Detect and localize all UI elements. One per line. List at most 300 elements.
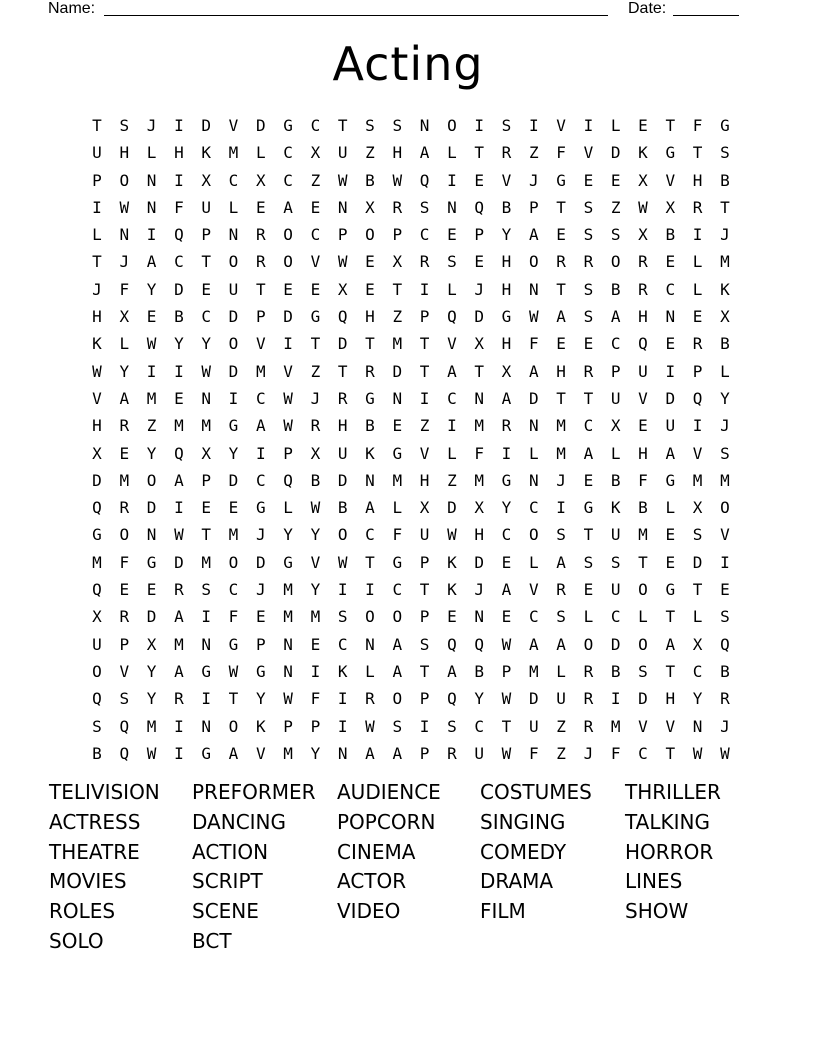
grid-letter[interactable]: O (528, 252, 539, 272)
grid-letter[interactable]: Y (310, 525, 321, 545)
grid-letter[interactable]: E (283, 279, 293, 299)
grid-letter[interactable]: A (365, 498, 375, 518)
grid-letter[interactable]: J (255, 580, 266, 600)
grid-letter[interactable]: D (201, 116, 211, 135)
grid-letter[interactable]: P (255, 307, 266, 327)
grid-letter[interactable]: I (337, 716, 348, 736)
grid-letter[interactable]: A (283, 197, 293, 217)
grid-letter[interactable]: I (610, 689, 621, 709)
grid-letter[interactable]: S (610, 225, 621, 245)
grid-letter[interactable]: Q (638, 334, 648, 354)
grid-letter[interactable]: E (201, 498, 211, 518)
grid-letter[interactable]: T (474, 361, 484, 381)
grid-letter[interactable]: H (392, 143, 403, 163)
grid-letter[interactable]: I (92, 197, 102, 217)
grid-letter[interactable]: T (665, 607, 676, 627)
grid-letter[interactable]: M (146, 716, 157, 736)
grid-letter[interactable]: L (447, 143, 457, 163)
grid-letter[interactable]: Q (447, 307, 457, 327)
grid-letter[interactable]: C (283, 170, 293, 190)
grid-letter[interactable]: T (419, 334, 430, 354)
grid-letter[interactable]: J (720, 716, 730, 736)
grid-letter[interactable]: M (146, 388, 157, 408)
grid-letter[interactable]: K (720, 279, 730, 299)
grid-letter[interactable]: M (474, 470, 484, 490)
grid-letter[interactable]: L (583, 607, 594, 627)
grid-letter[interactable]: Y (119, 361, 130, 381)
grid-letter[interactable]: E (392, 416, 403, 436)
grid-letter[interactable]: I (283, 334, 293, 354)
grid-letter[interactable]: W (337, 552, 348, 572)
grid-letter[interactable]: F (392, 525, 403, 545)
grid-letter[interactable]: C (255, 388, 266, 408)
grid-letter[interactable]: P (474, 225, 484, 245)
grid-letter[interactable]: Z (447, 470, 457, 490)
grid-letter[interactable]: U (201, 197, 211, 217)
grid-letter[interactable]: A (447, 661, 457, 681)
grid-letter[interactable]: T (665, 743, 676, 763)
grid-letter[interactable]: R (337, 388, 348, 408)
grid-letter[interactable]: A (556, 634, 566, 654)
grid-letter[interactable]: T (665, 661, 676, 681)
grid-letter[interactable]: E (556, 225, 566, 245)
grid-letter[interactable]: S (720, 443, 730, 463)
grid-letter[interactable]: Z (556, 743, 566, 763)
grid-letter[interactable]: H (556, 361, 566, 381)
grid-letter[interactable]: J (528, 170, 539, 190)
grid-letter[interactable]: Q (92, 580, 102, 600)
grid-letter[interactable]: O (119, 170, 130, 190)
grid-letter[interactable]: F (692, 116, 703, 135)
grid-letter[interactable]: I (174, 716, 184, 736)
grid-letter[interactable]: L (556, 661, 566, 681)
grid-letter[interactable]: X (392, 252, 403, 272)
grid-letter[interactable]: N (146, 170, 157, 190)
grid-letter[interactable]: E (255, 607, 266, 627)
grid-letter[interactable]: N (474, 388, 484, 408)
grid-letter[interactable]: X (201, 443, 211, 463)
grid-letter[interactable]: R (255, 252, 266, 272)
grid-letter[interactable]: W (337, 252, 348, 272)
grid-letter[interactable]: R (556, 580, 566, 600)
grid-letter[interactable]: Z (310, 361, 321, 381)
grid-letter[interactable]: F (119, 279, 130, 299)
grid-letter[interactable]: S (92, 716, 102, 736)
grid-letter[interactable]: M (720, 470, 730, 490)
grid-letter[interactable]: Y (283, 525, 293, 545)
grid-letter[interactable]: D (146, 607, 157, 627)
grid-letter[interactable]: Q (337, 307, 348, 327)
grid-letter[interactable]: E (474, 170, 484, 190)
grid-letter[interactable]: Q (447, 634, 457, 654)
grid-letter[interactable]: G (201, 743, 211, 763)
grid-letter[interactable]: X (337, 279, 348, 299)
grid-letter[interactable]: D (638, 689, 648, 709)
grid-letter[interactable]: W (337, 170, 348, 190)
grid-letter[interactable]: F (638, 470, 648, 490)
grid-letter[interactable]: L (447, 279, 457, 299)
grid-letter[interactable]: E (501, 607, 512, 627)
grid-letter[interactable]: P (419, 689, 430, 709)
grid-letter[interactable]: Q (174, 225, 184, 245)
grid-letter[interactable]: T (419, 580, 430, 600)
grid-letter[interactable]: T (310, 334, 321, 354)
grid-letter[interactable]: Y (146, 689, 157, 709)
grid-letter[interactable]: E (610, 170, 621, 190)
grid-letter[interactable]: B (610, 470, 621, 490)
grid-letter[interactable]: D (528, 388, 539, 408)
grid-letter[interactable]: O (528, 525, 539, 545)
grid-letter[interactable]: Q (119, 743, 130, 763)
grid-letter[interactable]: E (583, 334, 594, 354)
grid-letter[interactable]: A (665, 443, 676, 463)
grid-letter[interactable]: V (310, 252, 321, 272)
grid-letter[interactable]: W (501, 743, 512, 763)
grid-letter[interactable]: T (692, 580, 703, 600)
grid-letter[interactable]: V (419, 443, 430, 463)
grid-letter[interactable]: E (665, 525, 676, 545)
grid-letter[interactable]: Q (92, 689, 102, 709)
grid-letter[interactable]: V (255, 743, 266, 763)
grid-letter[interactable]: K (201, 143, 211, 163)
grid-letter[interactable]: A (119, 388, 130, 408)
grid-letter[interactable]: T (419, 661, 430, 681)
grid-letter[interactable]: X (474, 334, 484, 354)
grid-letter[interactable]: O (92, 661, 102, 681)
grid-letter[interactable]: U (528, 716, 539, 736)
grid-letter[interactable]: E (556, 334, 566, 354)
grid-letter[interactable]: J (146, 116, 157, 135)
grid-letter[interactable]: M (720, 252, 730, 272)
grid-letter[interactable]: G (92, 525, 102, 545)
grid-letter[interactable]: I (201, 607, 211, 627)
grid-letter[interactable]: W (174, 525, 184, 545)
grid-letter[interactable]: D (228, 307, 239, 327)
grid-letter[interactable]: I (692, 225, 703, 245)
grid-letter[interactable]: T (255, 279, 266, 299)
grid-letter[interactable]: E (665, 252, 676, 272)
grid-letter[interactable]: W (365, 716, 375, 736)
grid-letter[interactable]: P (119, 634, 130, 654)
grid-letter[interactable]: M (638, 525, 648, 545)
grid-letter[interactable]: P (283, 443, 293, 463)
grid-letter[interactable]: F (474, 443, 484, 463)
grid-letter[interactable]: Q (92, 498, 102, 518)
grid-letter[interactable]: E (365, 279, 375, 299)
grid-letter[interactable]: M (201, 416, 211, 436)
grid-letter[interactable]: M (310, 607, 321, 627)
grid-letter[interactable]: E (310, 197, 321, 217)
name-blank-line[interactable] (104, 15, 608, 16)
grid-letter[interactable]: V (119, 661, 130, 681)
grid-letter[interactable]: U (610, 580, 621, 600)
grid-letter[interactable]: T (337, 116, 348, 135)
grid-letter[interactable]: D (228, 361, 239, 381)
grid-letter[interactable]: C (255, 470, 266, 490)
grid-letter[interactable]: Z (556, 716, 566, 736)
grid-letter[interactable]: A (174, 607, 184, 627)
grid-letter[interactable]: G (283, 552, 293, 572)
grid-letter[interactable]: E (501, 552, 512, 572)
grid-letter[interactable]: W (283, 689, 293, 709)
grid-letter[interactable]: N (337, 743, 348, 763)
grid-letter[interactable]: P (419, 307, 430, 327)
grid-letter[interactable]: T (337, 361, 348, 381)
grid-letter[interactable]: K (365, 443, 375, 463)
grid-letter[interactable]: T (583, 525, 594, 545)
grid-letter[interactable]: F (610, 743, 621, 763)
grid-letter[interactable]: G (665, 470, 676, 490)
grid-letter[interactable]: E (583, 580, 594, 600)
grid-letter[interactable]: G (283, 116, 293, 135)
grid-letter[interactable]: K (337, 661, 348, 681)
grid-letter[interactable]: Y (474, 689, 484, 709)
grid-letter[interactable]: W (501, 634, 512, 654)
grid-letter[interactable]: H (501, 334, 512, 354)
grid-letter[interactable]: C (392, 580, 403, 600)
grid-letter[interactable]: M (528, 661, 539, 681)
grid-letter[interactable]: Z (419, 416, 430, 436)
grid-letter[interactable]: P (501, 661, 512, 681)
grid-letter[interactable]: X (92, 443, 102, 463)
grid-letter[interactable]: X (419, 498, 430, 518)
grid-letter[interactable]: T (201, 252, 211, 272)
grid-letter[interactable]: Y (201, 334, 211, 354)
grid-letter[interactable]: C (283, 143, 293, 163)
grid-letter[interactable]: D (474, 552, 484, 572)
grid-letter[interactable]: C (174, 252, 184, 272)
grid-letter[interactable]: N (283, 661, 293, 681)
grid-letter[interactable]: R (638, 279, 648, 299)
grid-letter[interactable]: I (255, 443, 266, 463)
grid-letter[interactable]: S (583, 225, 594, 245)
grid-letter[interactable]: G (556, 170, 566, 190)
grid-letter[interactable]: H (501, 279, 512, 299)
grid-letter[interactable]: N (528, 279, 539, 299)
grid-letter[interactable]: O (392, 689, 403, 709)
grid-letter[interactable]: A (528, 634, 539, 654)
grid-letter[interactable]: D (255, 116, 266, 135)
grid-letter[interactable]: A (146, 252, 157, 272)
grid-letter[interactable]: Q (174, 443, 184, 463)
grid-letter[interactable]: L (692, 607, 703, 627)
grid-letter[interactable]: P (610, 361, 621, 381)
grid-letter[interactable]: S (583, 279, 594, 299)
grid-letter[interactable]: C (528, 498, 539, 518)
grid-letter[interactable]: D (610, 143, 621, 163)
grid-letter[interactable]: R (583, 361, 594, 381)
grid-letter[interactable]: M (692, 470, 703, 490)
grid-letter[interactable]: M (92, 552, 102, 572)
grid-letter[interactable]: J (310, 388, 321, 408)
grid-letter[interactable]: L (528, 552, 539, 572)
grid-letter[interactable]: N (692, 716, 703, 736)
grid-letter[interactable]: L (447, 443, 457, 463)
grid-letter[interactable]: G (720, 116, 730, 135)
grid-letter[interactable]: O (638, 580, 648, 600)
grid-letter[interactable]: Z (310, 170, 321, 190)
grid-letter[interactable]: P (692, 361, 703, 381)
grid-letter[interactable]: E (228, 498, 239, 518)
grid-letter[interactable]: I (447, 170, 457, 190)
grid-letter[interactable]: I (556, 498, 566, 518)
grid-letter[interactable]: X (119, 307, 130, 327)
grid-letter[interactable]: R (174, 580, 184, 600)
grid-letter[interactable]: N (146, 197, 157, 217)
grid-letter[interactable]: L (255, 143, 266, 163)
grid-letter[interactable]: Y (255, 689, 266, 709)
grid-letter[interactable]: E (720, 580, 730, 600)
grid-letter[interactable]: E (119, 443, 130, 463)
grid-letter[interactable]: X (692, 634, 703, 654)
grid-letter[interactable]: P (310, 716, 321, 736)
grid-letter[interactable]: G (665, 143, 676, 163)
grid-letter[interactable]: S (447, 252, 457, 272)
grid-letter[interactable]: T (228, 689, 239, 709)
grid-letter[interactable]: I (146, 225, 157, 245)
grid-letter[interactable]: Y (720, 388, 730, 408)
grid-letter[interactable]: X (638, 225, 648, 245)
grid-letter[interactable]: B (720, 661, 730, 681)
grid-letter[interactable]: L (610, 116, 621, 135)
grid-letter[interactable]: T (365, 334, 375, 354)
grid-letter[interactable]: O (365, 225, 375, 245)
grid-letter[interactable]: G (365, 388, 375, 408)
grid-letter[interactable]: B (638, 498, 648, 518)
grid-letter[interactable]: O (283, 252, 293, 272)
grid-letter[interactable]: V (692, 443, 703, 463)
grid-letter[interactable]: K (638, 143, 648, 163)
grid-letter[interactable]: Y (174, 334, 184, 354)
grid-letter[interactable]: U (556, 689, 566, 709)
grid-letter[interactable]: H (119, 143, 130, 163)
grid-letter[interactable]: T (92, 116, 102, 135)
grid-letter[interactable]: C (228, 170, 239, 190)
grid-letter[interactable]: M (119, 470, 130, 490)
grid-letter[interactable]: H (92, 307, 102, 327)
grid-letter[interactable]: U (92, 143, 102, 163)
grid-letter[interactable]: N (337, 197, 348, 217)
grid-letter[interactable]: X (201, 170, 211, 190)
grid-letter[interactable]: N (283, 634, 293, 654)
grid-letter[interactable]: S (638, 661, 648, 681)
grid-letter[interactable]: A (392, 634, 403, 654)
grid-letter[interactable]: S (610, 552, 621, 572)
grid-letter[interactable]: W (447, 525, 457, 545)
grid-letter[interactable]: A (392, 661, 403, 681)
grid-letter[interactable]: D (337, 334, 348, 354)
grid-letter[interactable]: D (228, 470, 239, 490)
grid-letter[interactable]: C (583, 416, 594, 436)
grid-letter[interactable]: A (501, 580, 512, 600)
grid-letter[interactable]: Q (419, 170, 430, 190)
grid-letter[interactable]: O (146, 470, 157, 490)
grid-letter[interactable]: B (610, 279, 621, 299)
grid-letter[interactable]: R (365, 689, 375, 709)
grid-letter[interactable]: O (228, 716, 239, 736)
grid-letter[interactable]: T (638, 552, 648, 572)
grid-letter[interactable]: S (392, 716, 403, 736)
grid-letter[interactable]: R (174, 689, 184, 709)
grid-letter[interactable]: X (255, 170, 266, 190)
grid-letter[interactable]: G (228, 634, 239, 654)
grid-letter[interactable]: P (92, 170, 102, 190)
grid-letter[interactable]: V (665, 170, 676, 190)
grid-letter[interactable]: C (337, 634, 348, 654)
grid-letter[interactable]: M (610, 716, 621, 736)
grid-letter[interactable]: N (528, 416, 539, 436)
grid-letter[interactable]: P (201, 470, 211, 490)
grid-letter[interactable]: E (638, 116, 648, 135)
grid-letter[interactable]: D (174, 552, 184, 572)
grid-letter[interactable]: D (255, 552, 266, 572)
grid-letter[interactable]: A (610, 307, 621, 327)
grid-letter[interactable]: S (583, 197, 594, 217)
grid-letter[interactable]: X (365, 197, 375, 217)
grid-letter[interactable]: Y (146, 443, 157, 463)
grid-letter[interactable]: A (365, 743, 375, 763)
grid-letter[interactable]: C (692, 661, 703, 681)
grid-letter[interactable]: E (665, 552, 676, 572)
grid-letter[interactable]: P (419, 743, 430, 763)
grid-letter[interactable]: U (337, 143, 348, 163)
grid-letter[interactable]: G (665, 580, 676, 600)
grid-letter[interactable]: D (665, 388, 676, 408)
grid-letter[interactable]: T (474, 143, 484, 163)
grid-letter[interactable]: I (174, 498, 184, 518)
grid-letter[interactable]: S (556, 607, 566, 627)
grid-letter[interactable]: I (174, 361, 184, 381)
grid-letter[interactable]: S (692, 525, 703, 545)
grid-letter[interactable]: R (692, 197, 703, 217)
grid-letter[interactable]: A (501, 388, 512, 408)
grid-letter[interactable]: R (447, 743, 457, 763)
grid-letter[interactable]: M (392, 470, 403, 490)
grid-letter[interactable]: V (255, 334, 266, 354)
grid-letter[interactable]: P (528, 197, 539, 217)
grid-letter[interactable]: A (255, 416, 266, 436)
grid-letter[interactable]: I (174, 116, 184, 135)
grid-letter[interactable]: C (638, 743, 648, 763)
grid-letter[interactable]: A (528, 225, 539, 245)
grid-letter[interactable]: B (174, 307, 184, 327)
grid-letter[interactable]: C (501, 525, 512, 545)
grid-letter[interactable]: W (528, 307, 539, 327)
grid-letter[interactable]: L (365, 661, 375, 681)
grid-letter[interactable]: D (174, 279, 184, 299)
grid-letter[interactable]: V (501, 170, 512, 190)
grid-letter[interactable]: A (392, 743, 403, 763)
grid-letter[interactable]: X (665, 197, 676, 217)
grid-letter[interactable]: I (501, 443, 512, 463)
grid-letter[interactable]: U (419, 525, 430, 545)
grid-letter[interactable]: C (447, 388, 457, 408)
grid-letter[interactable]: Q (447, 689, 457, 709)
grid-letter[interactable]: V (665, 716, 676, 736)
grid-letter[interactable]: I (201, 689, 211, 709)
grid-letter[interactable]: M (174, 634, 184, 654)
grid-letter[interactable]: H (474, 525, 484, 545)
grid-letter[interactable]: V (720, 525, 730, 545)
grid-letter[interactable]: B (720, 334, 730, 354)
grid-letter[interactable]: L (92, 225, 102, 245)
grid-letter[interactable]: X (610, 416, 621, 436)
grid-letter[interactable]: R (583, 716, 594, 736)
grid-letter[interactable]: R (255, 225, 266, 245)
grid-letter[interactable]: G (583, 498, 594, 518)
grid-letter[interactable]: I (692, 416, 703, 436)
grid-letter[interactable]: E (447, 225, 457, 245)
